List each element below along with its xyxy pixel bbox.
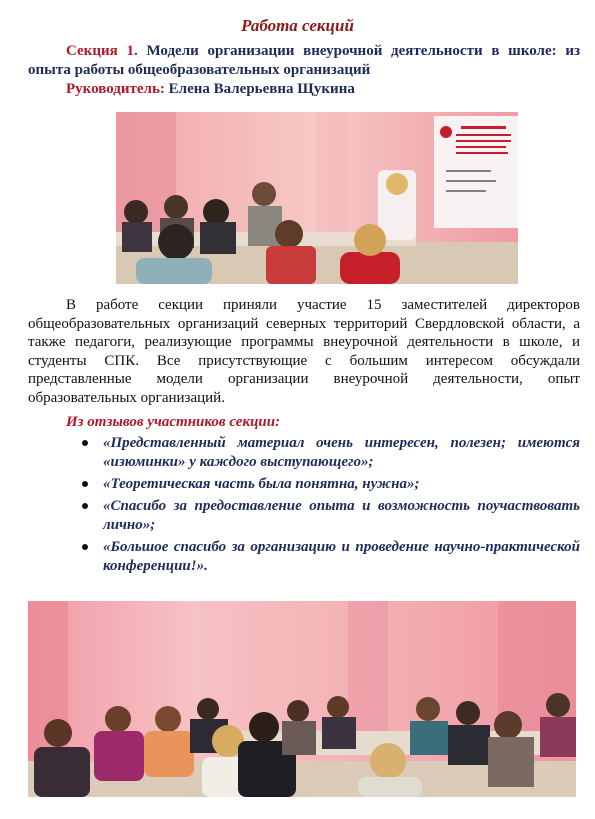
page-title: Работа секций: [241, 16, 354, 35]
review-text: «Спасибо за предоставление опыта и возможность поучаствовать лично»;: [103, 498, 580, 533]
leader-label: Руководитель:: [66, 81, 165, 97]
list-item: [103, 434, 580, 472]
list-item: [103, 475, 580, 494]
bullet-icon: [82, 503, 88, 509]
bullet-icon: [82, 544, 88, 550]
review-text: «Большое спасибо за организацию и проведение научно-практической конференции!».: [103, 539, 580, 574]
audience-photo: [28, 601, 576, 797]
list-item: [103, 497, 580, 535]
section-label: Секция 1.: [66, 43, 138, 59]
reviews-heading: Из отзывов участников секции:: [66, 414, 281, 430]
review-text: «Теоретическая часть была понятна, нужна»;: [103, 476, 420, 492]
review-text: «Представленный материал очень интересен, полезен; имеются «изюминки» у каждого выступающего»;: [103, 435, 580, 470]
section-name: Модели организации внеурочной деятельности в школе: из опыта работы общеобразовательных организаций: [28, 43, 581, 78]
list-item: [103, 538, 580, 576]
leader-name: Елена Валерьевна Щукина: [168, 81, 355, 97]
bullet-icon: [82, 440, 88, 446]
presentation-photo: [116, 112, 518, 284]
reviews-list: [103, 434, 580, 579]
section-leader: [66, 81, 355, 98]
section-report-text: В работе секции приняли участие 15 заместителей директоров общеобразовательных организаций северных территорий Свердловской области, а также педагоги, реализующие программы внеурочной деятельности в школе, и студенты СПК. Все присутствующие с большим интересом обсуждали представленные модели организации внеурочной деятельности, опыт образовательных организаций.: [28, 297, 580, 406]
bullet-icon: [82, 481, 88, 487]
section-heading: [28, 42, 580, 80]
